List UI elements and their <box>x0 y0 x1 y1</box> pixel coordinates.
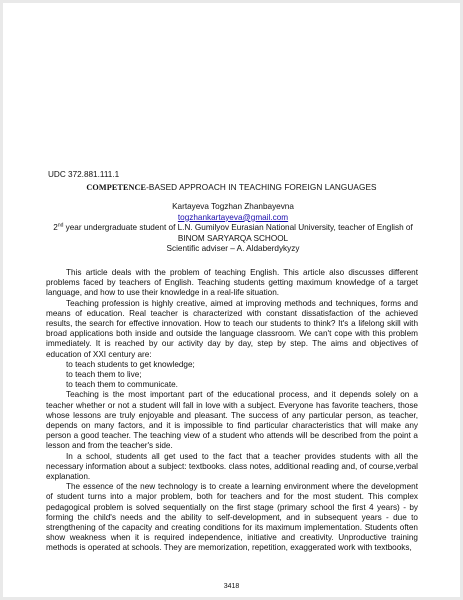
document-page <box>3 3 460 597</box>
scientific-adviser: Scientific adviser – A. Aldaberdykyzy <box>166 244 300 254</box>
list-item: to teach students to get knowledge; <box>66 359 195 369</box>
paragraph-4: In a school, students all get used to the fact that a teacher provides students with all the necessary information about a subject: textbooks. class notes, additional reading and, of course,verbal explanation. <box>46 451 418 482</box>
title-rest: -BASED APPROACH IN TEACHING FOREIGN LANGUAGES <box>146 183 377 192</box>
paragraph-5: The essence of the new technology is to create a learning environment where the development of student turns into a major problem, both for teachers and for the most student. This complex pedagogical problem is solved sequentially on the first stage (primary school the first 4 years) - by forming the child's needs and the ability to self-development, and in subsequent years - due to strengthening of the capacity and creating conditions for its maximum implementation. Students often show weakness when it is required independence, initiative and creativity. Unproductive training methods is operated at schools. They are memorization, repetition, exaggerated work with textbooks, <box>46 482 418 553</box>
article-body <box>46 268 418 554</box>
paragraph-2: Teaching profession is highly creative, aimed at improving methods and techniques, forms and means of education. Real teacher is characterized with constant dissatisfaction of the achieved results, the search for effective innovation. How to teach our students to think? It's a lifelong skill with broad applications both inside and outside the language classroom. We can't cope with this problem immediately. It is reached by our activity day by day, step by step. The aims and objectives of education of XXI century are: <box>46 298 418 359</box>
paper-title <box>3 183 460 192</box>
author-name: Kartayeva Togzhan Zhanbayevna <box>172 202 294 211</box>
paragraph-1: This article deals with the problem of teaching English. This article also discusses different problems faced by teachers of English. Teaching students getting maximum knowledge of a target language, and how to use their knowledge in a real-life situation. <box>46 268 418 298</box>
author-block <box>43 202 423 255</box>
paragraph-3: Teaching is the most important part of the educational process, and it depends solely on a teacher whether or not a student will fall in love with a subject. Everyone has favorite teachers, those whose lessons are truly enjoyable and pleasant. The success of any particular person, as teacher, depends on many factors, and it is impossible to find particular characteristics that will make any person a good teacher. The teaching view of a student who attends will be described from the point a lesson and from the teacher's side. <box>46 390 418 451</box>
udc-code: UDC 372.881.111.1 <box>48 170 120 179</box>
author-affiliation: 2nd year undergraduate student of L.N. Gumilyov Eurasian National University, teacher of English of BINOM SARYARQA SCHOOL <box>53 222 413 243</box>
page-number: 3418 <box>223 583 240 590</box>
aims-list <box>46 360 418 391</box>
list-item: to teach them to live; <box>66 370 142 380</box>
author-email-link[interactable]: togzhankartayeva@gmail.com <box>177 212 289 222</box>
list-item: to teach them to communicate. <box>66 380 178 390</box>
title-bold-part: COMPETENCE <box>86 183 147 192</box>
